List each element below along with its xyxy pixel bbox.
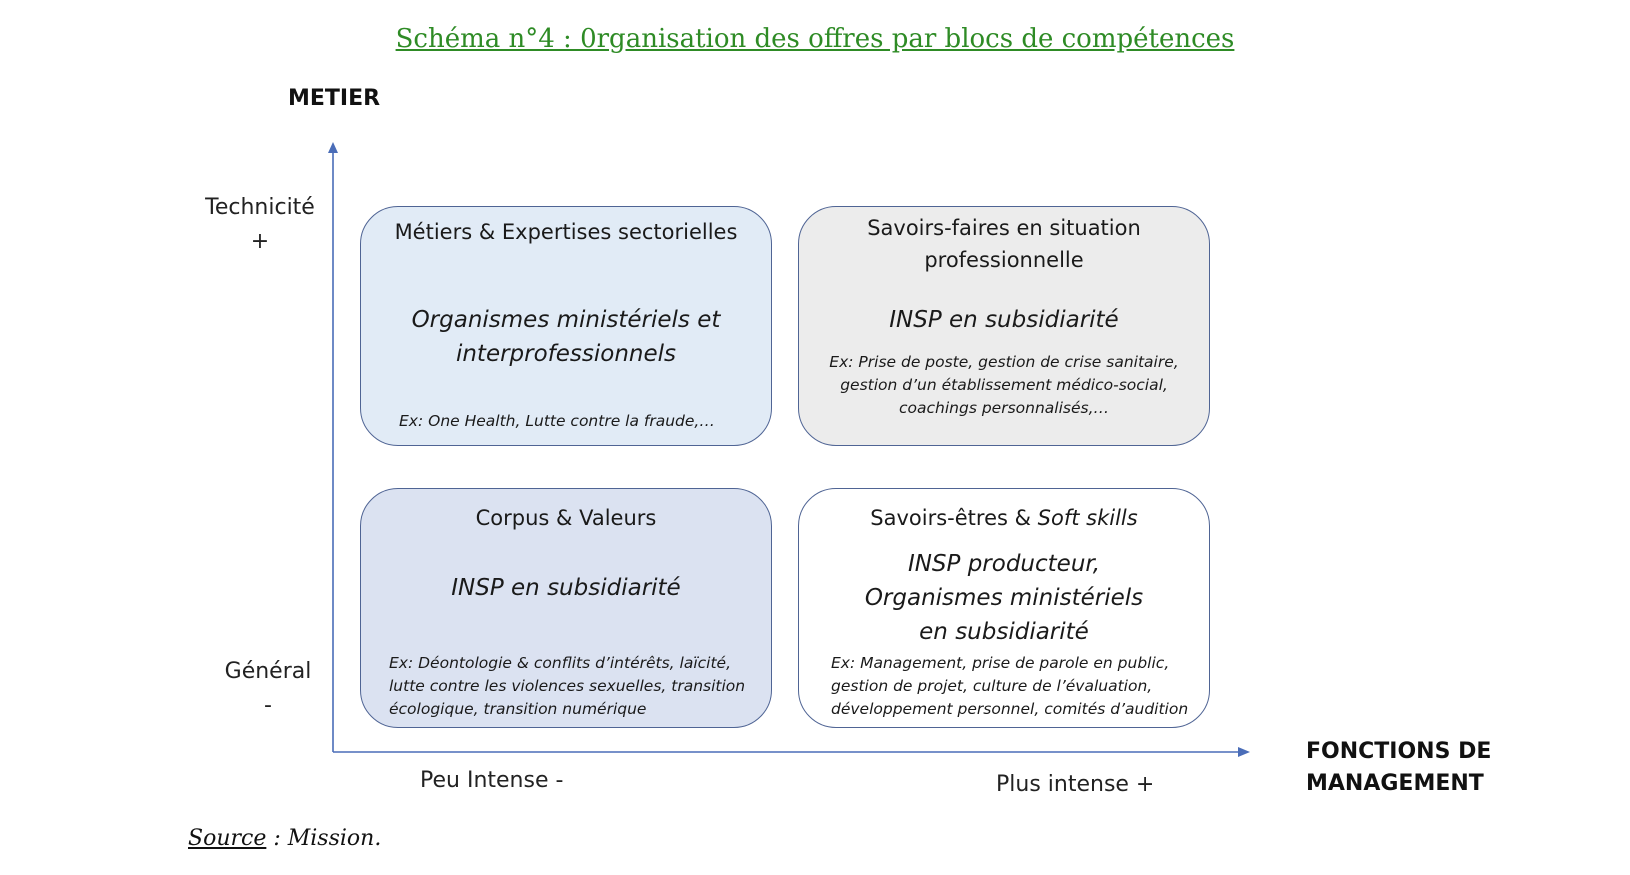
quadrant-top-left <box>360 206 772 446</box>
quadrant-main-line1: Organismes ministériels et <box>411 307 721 333</box>
source-text: : Mission. <box>266 826 382 851</box>
quadrant-main-line1: INSP producteur, <box>907 551 1101 577</box>
quadrant-heading: Métiers & Expertises sectorielles <box>394 220 738 244</box>
source-note <box>188 826 381 851</box>
x-axis-title-line1: FONCTIONS DE <box>1306 739 1492 764</box>
quadrant-heading-line1: Savoirs-faires en situation <box>867 216 1141 240</box>
x-axis-title-line2: MANAGEMENT <box>1306 771 1484 796</box>
x-axis-title <box>1306 736 1491 800</box>
x-axis-left-label: Peu Intense - <box>420 768 564 793</box>
source-label: Source <box>188 826 267 851</box>
quadrant-bottom-right <box>798 488 1210 728</box>
quadrant-example-line3: développement personnel, comités d’audition <box>831 700 1189 718</box>
y-axis-arrow <box>328 142 338 752</box>
quadrant-example-line3: écologique, transition numérique <box>389 700 647 718</box>
quadrant-example: Ex: One Health, Lutte contre la fraude,… <box>399 412 715 430</box>
quadrant-heading-line2: professionnelle <box>924 248 1084 272</box>
quadrant-example-line2: gestion de projet, culture de l’évaluation, <box>831 677 1153 695</box>
y-axis-bottom-sign: - <box>264 693 272 718</box>
quadrant-heading <box>799 503 1209 534</box>
quadrant-heading: Corpus & Valeurs <box>475 506 657 530</box>
y-axis-bottom-text: Général <box>224 659 312 684</box>
quadrant-main-line1: INSP en subsidiarité <box>889 307 1119 333</box>
y-axis-top-text: Technicité <box>205 195 315 220</box>
y-axis-title: METIER <box>288 86 381 111</box>
x-axis-arrow <box>333 747 1250 757</box>
x-axis-right-label: Plus intense + <box>996 772 1155 797</box>
diagram-title: Schéma n°4 : 0rganisation des offres par blocs de compétences <box>395 24 1235 54</box>
quadrant-example-line1: Ex: Prise de poste, gestion de crise sanitaire, <box>829 353 1179 371</box>
quadrant-main-line2: Organismes ministériels <box>864 585 1144 611</box>
quadrant-heading-italic: Soft skills <box>1037 506 1138 530</box>
quadrant-example-line1: Ex: Management, prise de parole en public, <box>831 654 1170 672</box>
quadrant-example-line1: Ex: Déontologie & conflits d’intérêts, laïcité, <box>389 654 731 672</box>
quadrant-main-line3: en subsidiarité <box>919 619 1089 645</box>
quadrant-heading-plain: Savoirs-êtres & <box>870 506 1038 530</box>
quadrant-example-line3: coachings personnalisés,… <box>899 399 1109 417</box>
quadrant-example-line2: gestion d’un établissement médico-social, <box>840 376 1168 394</box>
quadrant-bottom-left <box>360 488 772 728</box>
y-axis-top-sign: + <box>250 229 270 254</box>
quadrant-main-line1: INSP en subsidiarité <box>451 575 681 601</box>
quadrant-example-line2: lutte contre les violences sexuelles, transition <box>389 677 746 695</box>
quadrant-top-right <box>798 206 1210 446</box>
quadrant-main-line2: interprofessionnels <box>455 341 677 367</box>
